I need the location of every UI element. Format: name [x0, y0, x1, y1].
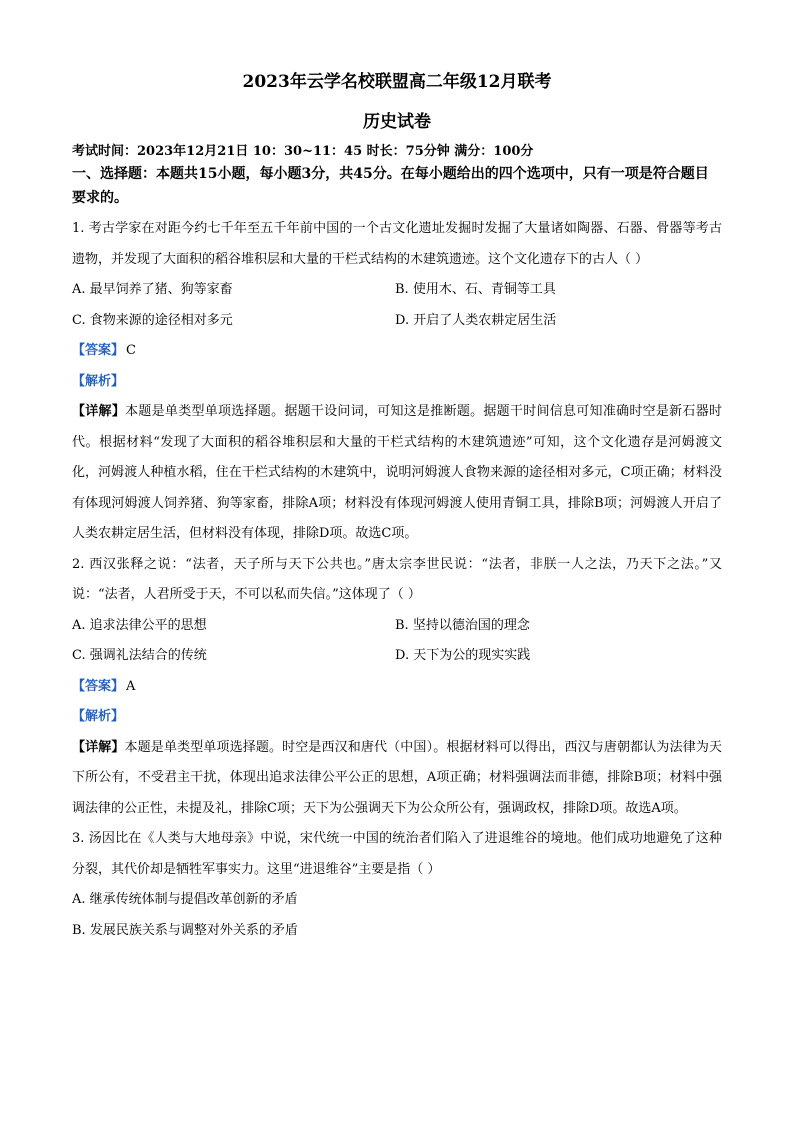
question-2: [72, 550, 722, 825]
options-grid: [72, 611, 722, 672]
answer-line: [72, 672, 722, 703]
analysis-line: [72, 702, 722, 733]
answer-label: 【答案】: [72, 678, 125, 694]
option-c: C. 强调礼法结合的传统: [72, 648, 207, 663]
option-a: A. 最早饲养了猪、狗等家畜: [72, 282, 233, 297]
question-1: [72, 214, 722, 550]
answer-value: C: [126, 343, 136, 358]
exam-title: 2023年云学名校联盟高二年级12月联考: [242, 72, 552, 92]
option-a: A. 追求法律公平的思想: [72, 617, 207, 633]
detail-label: 【详解】: [72, 404, 126, 419]
question-stem: 2. 西汉张释之说：“法者，天子所与天下公共也。”唐太宗李世民说：“法者，非朕一人之法，乃天下之法。”又说：“法者，人君所受于天，不可以私而失信。”这体现了（ ）: [72, 556, 722, 602]
option-b: B. 发展民族关系与调整对外关系的矛盾: [72, 922, 298, 938]
detail-label: 【详解】: [72, 739, 125, 755]
detail-paragraph: [72, 397, 722, 550]
detail-paragraph: [72, 733, 722, 825]
exam-subtitle: 历史试卷: [363, 112, 431, 132]
detail-text: 本题是单类型单项选择题。据题干设问词，可知这是推断题。据题干时间信息可知准确时空是新石器时代。根据材料“发现了大面积的稻谷堆积层和大量的干栏式结构的木建筑遗迹”可知，这个文化遗存是河姆渡文化，河姆渡人种植水稻，住在干栏式结构的木建筑中，说明河姆渡人食物来源的途径相对多元，C项正确；材料没有体现河姆渡人饲养猪、狗等家畜，排除A项；材料没有体现河姆渡人使用青铜工具，排除B项；河姆渡人开启了人类农耕定居生活，但材料没有体现，排除D项。故选C项。: [72, 404, 722, 541]
answer-label: 【答案】: [72, 343, 125, 358]
detail-text: 本题是单类型单项选择题。时空是西汉和唐代（中国）。根据材料可以得出，西汉与唐朝都认为法律为天下所公有，不受君主干扰，体现出追求法律公平公正的思想，A项正确；材料强调法而非德，排除B项；材料中强调法律的公正性，未提及礼，排除C项；天下为公强调天下为公众所公有，强调政权，排除D项。故选A项。: [72, 739, 722, 816]
option-d: D. 天下为公的现实实践: [395, 648, 531, 663]
answer-value: A: [126, 678, 136, 694]
analysis-label: 【解析】: [72, 373, 125, 389]
option-c: C. 食物来源的途径相对多元: [72, 312, 233, 328]
answer-line: [72, 336, 722, 367]
option-b: B. 使用木、石、青铜等工具: [395, 282, 556, 297]
option-d: D. 开启了人类农耕定居生活: [395, 312, 557, 328]
question-stem: 1. 考古学家在对距今约七千年至五千年前中国的一个古文化遗址发掘时发掘了大量诸如陶器、石器、骨器等考古遗物，并发现了大面积的稻谷堆积层和大量的干栏式结构的木建筑遗迹。这个文化遗存下的古人（ ）: [72, 221, 722, 267]
question-stem: 3. 汤因比在《人类与大地母亲》中说，宋代统一中国的统治者们陷入了进退维谷的境地。他们成功地避免了这种分裂，其代价却是牺牲军事实力。这里“进退维谷”主要是指（ ）: [72, 831, 722, 877]
question-3: [72, 824, 722, 946]
analysis-line: [72, 367, 722, 398]
section-heading: 一、选择题：本题共15小题，每小题3分，共45分。在每小题给出的四个选项中，只有一项是符合题目要求的。: [72, 166, 709, 206]
analysis-label: 【解析】: [72, 709, 125, 724]
options-grid: [72, 275, 722, 336]
exam-info: 考试时间：2023年12月21日 10：30~11：45 时长：75分钟 满分：100分: [72, 144, 534, 159]
option-a: A. 继承传统体制与提倡改革创新的矛盾: [72, 892, 298, 907]
option-b: B. 坚持以德治国的理念: [395, 617, 530, 633]
